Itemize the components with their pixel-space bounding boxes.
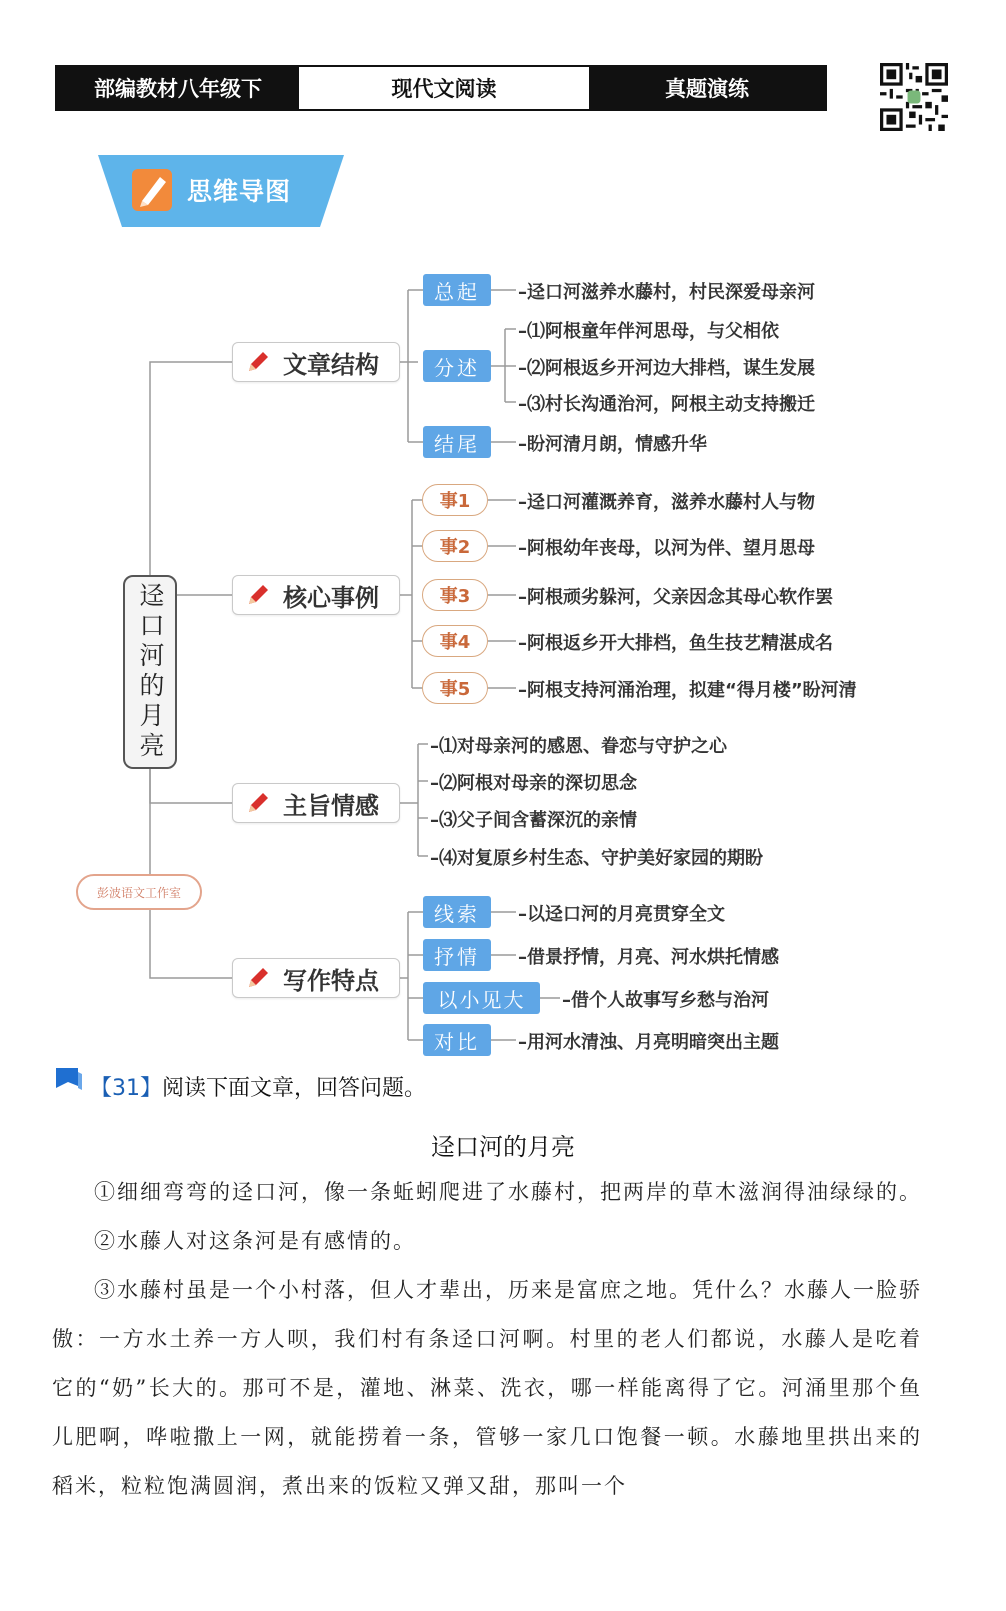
leaf-structure-body-3: –⑶村长沟通治河，阿根主动支持搬迁 <box>518 394 815 415</box>
studio-stamp: 彭波语文工作室 <box>76 874 202 910</box>
leaf-theme-1: –⑴对母亲河的感恩、眷恋与守护之心 <box>430 736 727 757</box>
leaf-structure-body-2: –⑵阿根返乡开河边大排档，谋生发展 <box>518 358 815 379</box>
question-prompt: 阅读下面文章，回答问题。 <box>162 1076 427 1101</box>
node-writing <box>232 958 400 998</box>
article-paragraph-2: ②水藤人对这条河是有感情的。 <box>94 1229 416 1253</box>
tag-structure-end: 结尾 <box>423 426 491 458</box>
mindmap-root <box>123 575 177 769</box>
mindmap-root-label: 迳口河的月亮 <box>136 582 165 762</box>
tag-structure-intro: 总起 <box>423 274 491 306</box>
tag-event-1: 事1 <box>422 484 488 516</box>
question-heading <box>90 1071 426 1102</box>
node-writing-label: 写作特点 <box>283 966 379 995</box>
tag-writing-clue: 线索 <box>423 896 491 928</box>
header-grade: 部编教材八年级下 <box>57 67 299 109</box>
node-events <box>232 575 400 615</box>
header-bar <box>55 65 827 111</box>
tag-structure-body: 分述 <box>423 350 491 382</box>
article-body <box>52 1168 922 1511</box>
pencil-icon <box>245 349 271 375</box>
leaf-structure-intro: –迳口河滋养水藤村，村民深爱母亲河 <box>518 282 815 303</box>
leaf-structure-body-1: –⑴阿根童年伴河思母，与父相依 <box>518 321 779 342</box>
leaf-event-5: –阿根支持河涌治理，拟建“得月楼”盼河清 <box>518 680 857 701</box>
leaf-writing-contrast: –用河水清浊、月亮明暗突出主题 <box>518 1032 779 1053</box>
node-structure <box>232 342 400 382</box>
banner-label: 思维导图 <box>187 177 292 206</box>
header-subject: 现代文阅读 <box>299 67 589 109</box>
leaf-event-2: –阿根幼年丧母，以河为伴、望月思母 <box>518 538 815 559</box>
leaf-theme-4: –⑷对复原乡村生态、守护美好家园的期盼 <box>430 848 763 869</box>
node-events-label: 核心事例 <box>283 583 379 612</box>
node-structure-label: 文章结构 <box>283 350 379 379</box>
question-number: 【31】 <box>90 1076 162 1101</box>
leaf-event-1: –迳口河灌溉养育，滋养水藤村人与物 <box>518 492 815 513</box>
leaf-writing-small-big: –借个人故事写乡愁与治河 <box>562 990 769 1011</box>
article-title: 迳口河的月亮 <box>431 1133 575 1161</box>
header-section: 真题演练 <box>589 67 825 109</box>
leaf-event-3: –阿根顽劣躲河，父亲因念其母心软作罢 <box>518 587 833 608</box>
node-theme-label: 主旨情感 <box>283 791 379 820</box>
leaf-theme-3: –⑶父子间含蓄深沉的亲情 <box>430 810 637 831</box>
leaf-writing-lyric: –借景抒情，月亮、河水烘托情感 <box>518 947 779 968</box>
qr-code-icon <box>880 63 948 131</box>
pencil-icon <box>245 965 271 991</box>
pencil-icon <box>245 582 271 608</box>
article-paragraph-3: ③水藤村虽是一个小村落，但人才辈出，历来是富庶之地。凭什么？水藤人一脸骄傲：一方水土养一方人呗，我们村有条迳口河啊。村里的老人们都说，水藤人是吃着它的“奶”长大的。那可不是，灌地、淋菜、洗衣，哪一样能离得了它。河涌里那个鱼儿肥啊，哗啦撒上一网，就能捞着一条，管够一家几口饱餐一顿。水藤地里拱出来的稻米，粒粒饱满圆润，煮出来的饭粒又弹又甜，那叫一个 <box>52 1278 922 1498</box>
bookmark-icon <box>54 1066 84 1092</box>
leaf-structure-end: –盼河清月朗，情感升华 <box>518 434 707 455</box>
leaf-event-4: –阿根返乡开大排档，鱼生技艺精湛成名 <box>518 633 833 654</box>
tag-event-2: 事2 <box>422 530 488 562</box>
tag-writing-contrast: 对比 <box>423 1024 491 1056</box>
node-theme <box>232 783 400 823</box>
leaf-theme-2: –⑵阿根对母亲的深切思念 <box>430 773 637 794</box>
leaf-writing-clue: –以迳口河的月亮贯穿全文 <box>518 904 725 925</box>
pencil-icon <box>245 790 271 816</box>
tag-writing-small-big: 以小见大 <box>423 982 540 1014</box>
tag-writing-lyric: 抒情 <box>423 939 491 971</box>
tag-event-5: 事5 <box>422 672 488 704</box>
tag-event-3: 事3 <box>422 579 488 611</box>
article-paragraph-1: ①细细弯弯的迳口河，像一条蚯蚓爬进了水藤村，把两岸的草木滋润得油绿绿的。 <box>94 1180 922 1204</box>
tag-event-4: 事4 <box>422 625 488 657</box>
